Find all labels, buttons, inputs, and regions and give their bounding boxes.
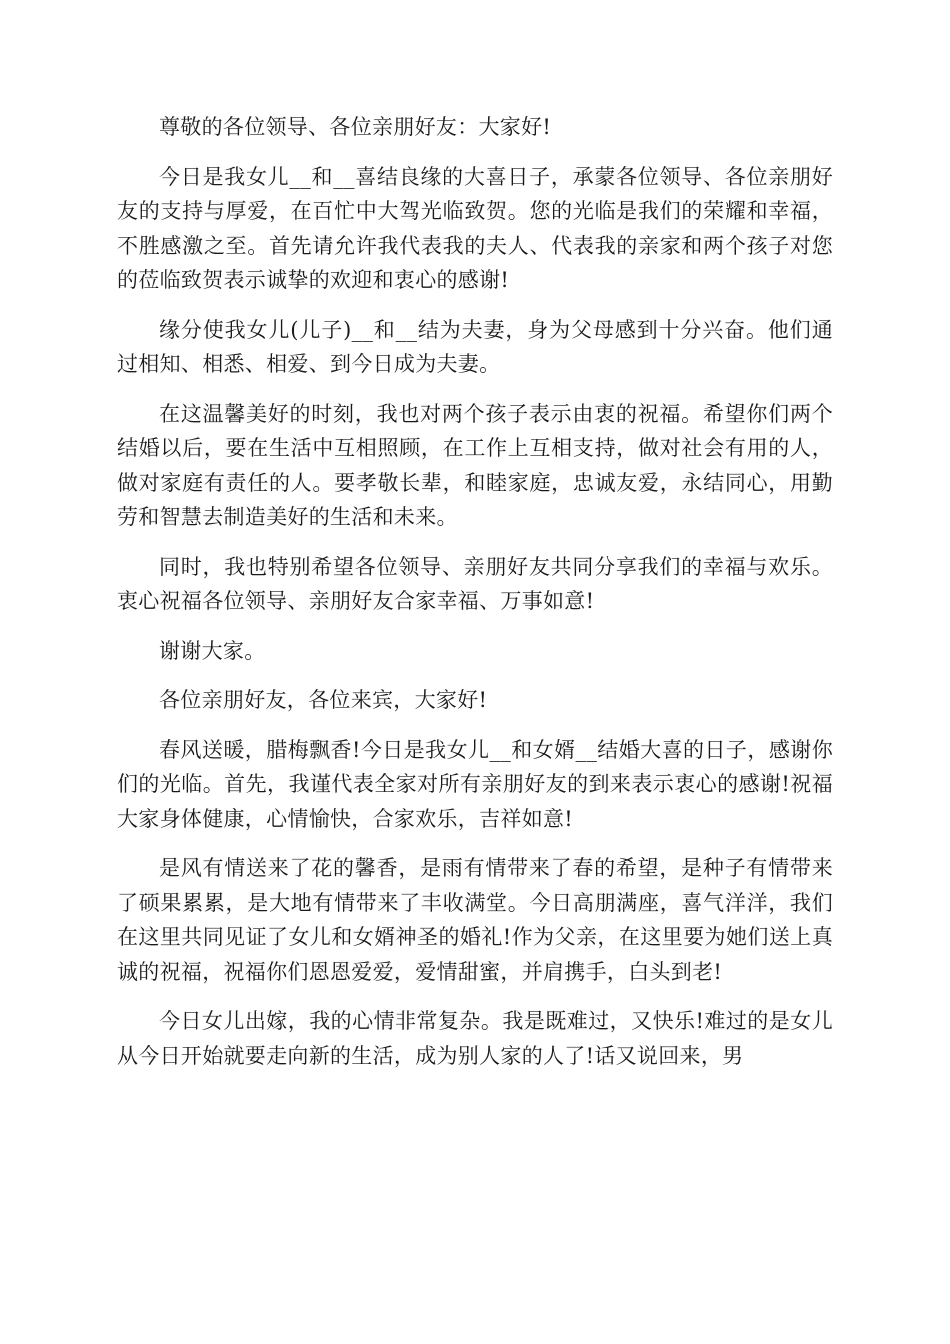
document-body (117, 110, 833, 1088)
paragraph-fate: 缘分使我女儿(儿子)__和__结为夫妻，身为父母感到十分兴奋。他们通过相知、相悉、相爱、到今日成为夫妻。 (117, 317, 833, 376)
paragraph-spring: 春风送暖，腊梅飘香!今日是我女儿__和女婿__结婚大喜的日子，感谢你们的光临。首先，我谨代表全家对所有亲朋好友的到来表示衷心的感谢!祝福大家身体健康，心情愉快，合家欢乐，吉祥如意! (117, 737, 833, 831)
paragraph-blessing: 在这温馨美好的时刻，我也对两个孩子表示由衷的祝福。希望你们两个结婚以后，要在生活中互相照顾，在工作上互相支持，做对社会有用的人，做对家庭有责任的人。要孝敬长辈，和睦家庭，忠诚友爱，永结同心，用勤劳和智慧去制造美好的生活和未来。 (117, 401, 833, 529)
paragraph-welcome: 今日是我女儿__和__喜结良缘的大喜日子，承蒙各位领导、各位亲朋好友的支持与厚爱，在百忙中大驾光临致贺。您的光临是我们的荣耀和幸福，不胜感激之至。首先请允许我代表我的夫人、代表我的亲家和两个孩子对您的莅临致贺表示诚挚的欢迎和衷心的感谢! (117, 164, 833, 292)
paragraph-daughter: 今日女儿出嫁，我的心情非常复杂。我是既难过，又快乐!难过的是女儿从今日开始就要走向新的生活，成为别人家的人了!话又说回来，男 (117, 1009, 833, 1068)
paragraph-wind: 是风有情送来了花的馨香，是雨有情带来了春的希望，是种子有情带来了硕果累累，是大地有情带来了丰收满堂。今日高朋满座，喜气洋洋，我们在这里共同见证了女儿和女婿神圣的婚礼!作为父亲，在这里要为她们送上真诚的祝福，祝福你们恩恩爱爱，爱情甜蜜，并肩携手，白头到老! (117, 856, 833, 984)
paragraph-thanks: 谢谢大家。 (159, 638, 266, 663)
paragraph-greeting-2: 各位亲朋好友，各位来宾，大家好! (159, 688, 488, 712)
paragraph-share: 同时，我也特别希望各位领导、亲朋好友共同分享我们的幸福与欢乐。衷心祝福各位领导、亲朋好友合家幸福、万事如意! (117, 554, 833, 613)
paragraph-greeting: 尊敬的各位领导、各位亲朋好友：大家好! (159, 115, 552, 139)
